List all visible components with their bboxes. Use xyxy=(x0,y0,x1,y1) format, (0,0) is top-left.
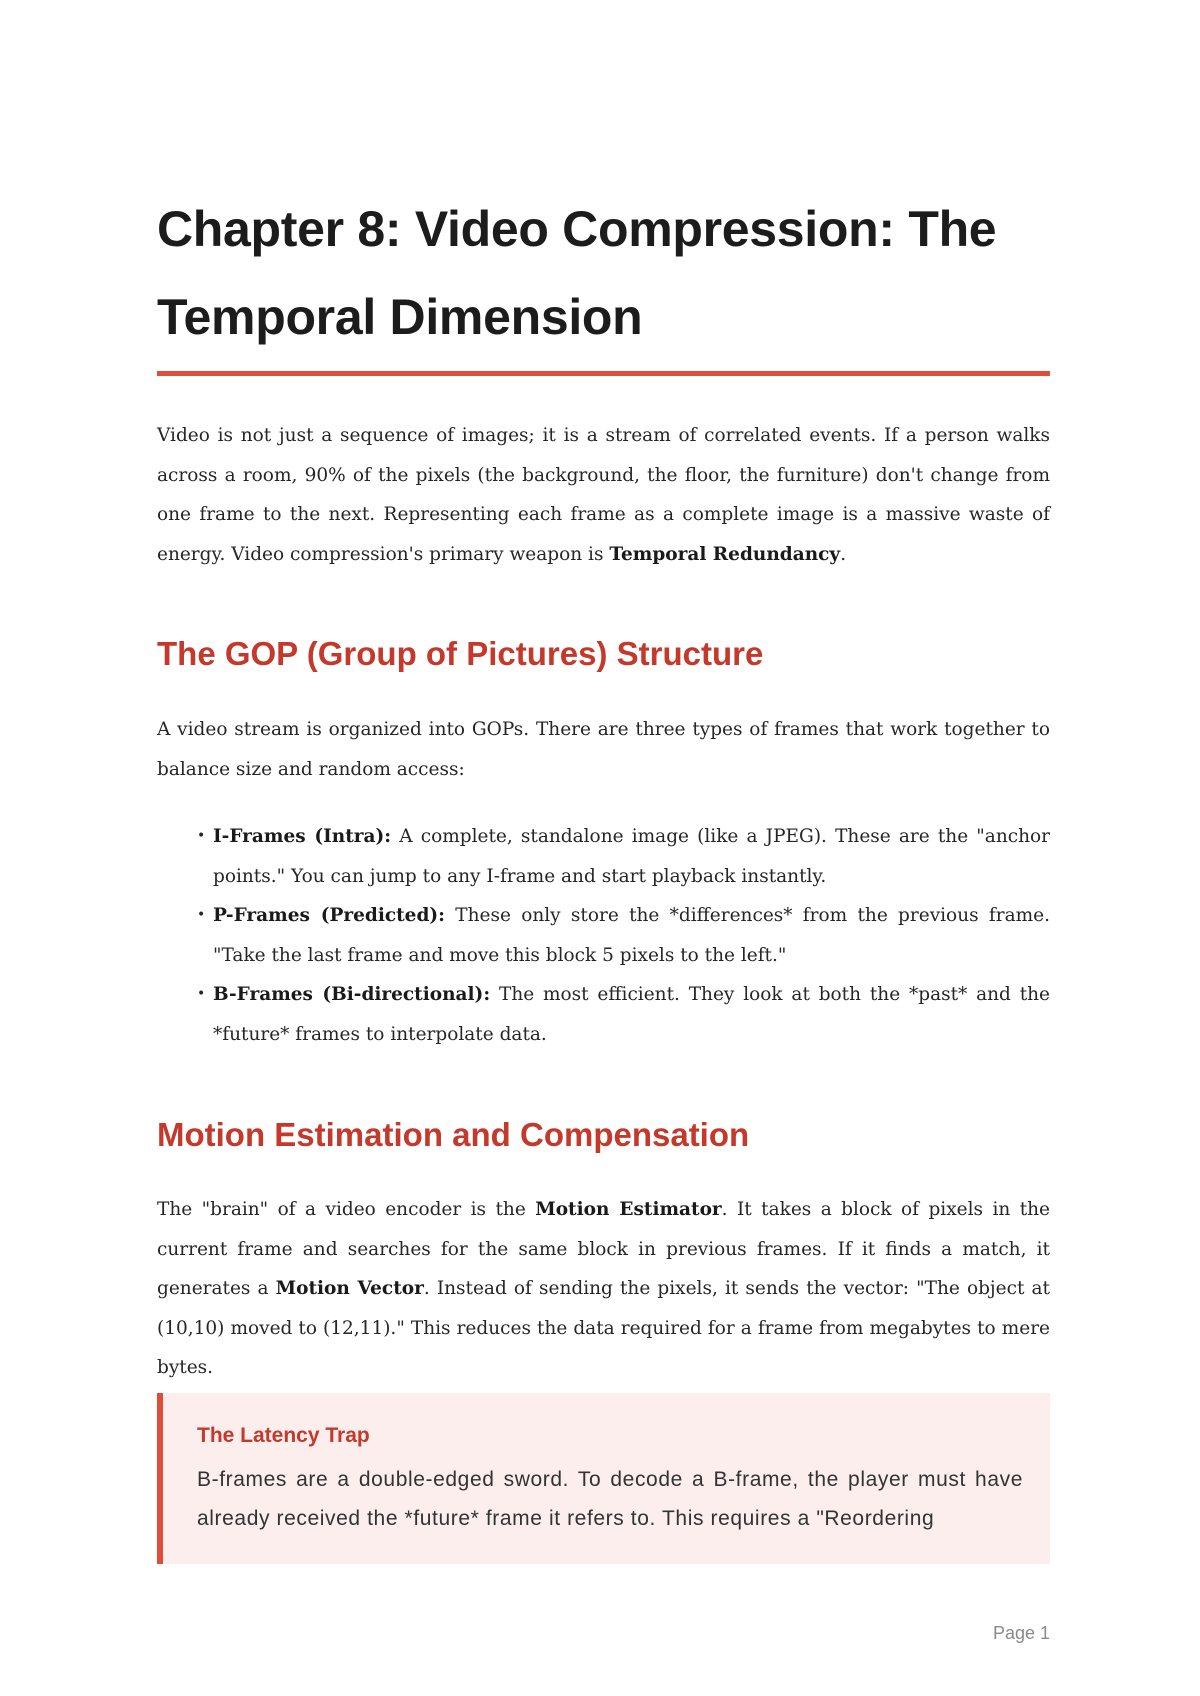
list-item-text: The most efficient. They look at both the *past* and the *future* frames to interpolate data. xyxy=(213,984,1051,1045)
intro-bold-term: Temporal Redundancy xyxy=(609,543,841,565)
page-number: Page 1 xyxy=(992,1623,1050,1643)
gop-intro-paragraph: A video stream is organized into GOPs. There are three types of frames that work together to balance size and random access: xyxy=(157,719,1050,780)
title-divider xyxy=(157,371,1050,376)
motion-bold-term-1: Motion Estimator xyxy=(535,1199,722,1220)
list-item xyxy=(197,896,1050,975)
frame-types-list xyxy=(197,817,1050,1054)
list-item xyxy=(197,817,1050,896)
bullet-icon: • xyxy=(197,907,206,923)
bullet-icon: • xyxy=(197,828,206,844)
list-item xyxy=(197,975,1050,1054)
motion-text-1: The "brain" of a video encoder is the xyxy=(157,1199,536,1220)
intro-text-2: . xyxy=(840,543,847,565)
motion-paragraph xyxy=(157,1190,1050,1388)
section-heading-motion: Motion Estimation and Compensation xyxy=(157,1116,750,1153)
bullet-icon: • xyxy=(197,986,206,1002)
motion-text-3: . Instead of sending the pixels, it sends the vector: "The object at (10,10) moved to (12,11)." This reduces the data required for a frame from megabytes to mere bytes. xyxy=(157,1278,1050,1378)
callout-body: B-frames are a double-edged sword. To decode a B-frame, the player must have already received the *future* frame it refers to. This requires a "Reordering xyxy=(197,1468,1023,1530)
list-item-label: B-Frames (Bi-directional): xyxy=(213,984,491,1005)
list-item-label: I-Frames (Intra): xyxy=(213,826,392,847)
chapter-title: Chapter 8: Video Compression: The Temporal Dimension xyxy=(157,201,997,345)
list-item-label: P-Frames (Predicted): xyxy=(213,905,445,926)
callout-title: The Latency Trap xyxy=(197,1424,370,1447)
list-item-text: These only store the *differences* from the previous frame. "Take the last frame and move this block 5 pixels to the left." xyxy=(213,905,1050,966)
list-item-text: A complete, standalone image (like a JPEG). These are the "anchor points." You can jump to any I-frame and start playback instantly. xyxy=(213,826,1051,887)
motion-bold-term-2: Motion Vector xyxy=(275,1278,424,1299)
intro-text-1: Video is not just a sequence of images; it is a stream of correlated events. If a person walks across a room, 90% of the pixels (the background, the floor, the furniture) don't change from one frame to the next. Representing each frame as a complete image is a massive waste of energy. Video compression's primary weapon is xyxy=(157,425,1050,565)
section-heading-gop: The GOP (Group of Pictures) Structure xyxy=(157,635,764,672)
motion-text-2: . It takes a block of pixels in the current frame and searches for the same block in previous frames. If it finds a match, it generates a xyxy=(157,1199,1050,1299)
callout-box xyxy=(157,1393,1050,1564)
intro-paragraph xyxy=(157,416,1050,574)
